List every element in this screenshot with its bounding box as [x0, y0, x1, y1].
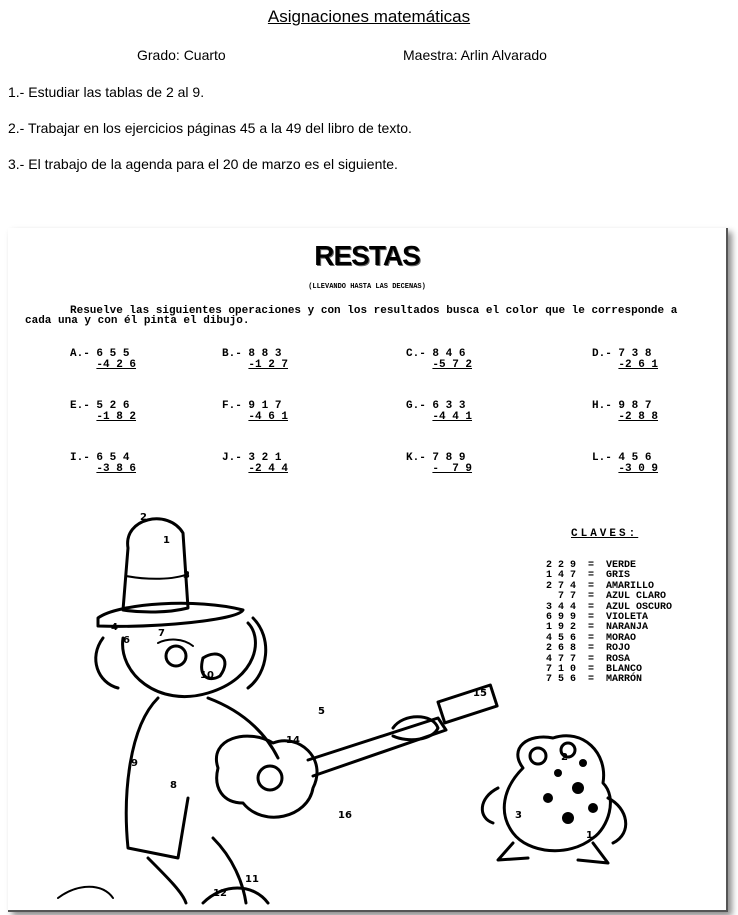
- op-label: I.-: [70, 452, 90, 464]
- key-row: 1 4 7 = GRIS: [546, 570, 631, 582]
- drawing-number: 6: [123, 635, 130, 646]
- op-bottom: -1 8 2: [96, 411, 137, 423]
- worksheet-image: [8, 228, 728, 912]
- head-icon: [123, 623, 256, 697]
- drawing-number: 7: [158, 628, 165, 639]
- op-top: 7 8 9: [432, 452, 466, 464]
- op-label: B.-: [222, 348, 242, 360]
- page-title: Asignaciones matemáticas: [267, 7, 471, 26]
- op-label: E.-: [70, 400, 90, 412]
- drawing-number: 3: [183, 570, 190, 581]
- key-row: 7 7 = AZUL CLARO: [546, 591, 667, 603]
- op-bottom: -2 8 8: [618, 411, 659, 423]
- keys-title: CLAVES:: [571, 528, 639, 540]
- worksheet-subtitle: (LLEVANDO HASTA LAS DECENAS): [308, 283, 426, 291]
- key-row: 3 4 4 = AZUL OSCURO: [546, 601, 673, 613]
- task-2: 2.- Trabajar en los ejercicios páginas 45 a la 49 del libro de texto.: [8, 120, 412, 136]
- operation-j: [222, 453, 288, 475]
- op-label: J.-: [222, 452, 242, 464]
- operation-i: [70, 453, 136, 475]
- op-top: 9 1 7: [248, 400, 282, 412]
- op-label: G.-: [406, 400, 426, 412]
- operation-b: [222, 349, 288, 371]
- op-bottom: -5 7 2: [432, 359, 473, 371]
- op-bottom: - 7 9: [432, 463, 473, 475]
- operation-k: [406, 453, 472, 475]
- op-label: H.-: [592, 400, 612, 412]
- drawing-number: 15: [473, 688, 487, 699]
- op-label: L.-: [592, 452, 612, 464]
- body-icon: [126, 698, 188, 858]
- key-row: 2 2 9 = VERDE: [546, 560, 637, 571]
- op-top: 8 4 6: [432, 348, 466, 360]
- op-bottom: -2 4 4: [248, 463, 289, 475]
- teacher-label: Maestra: Arlin Alvarado: [403, 47, 547, 63]
- op-top: 8 8 3: [248, 348, 282, 360]
- op-bottom: -4 6 1: [248, 411, 289, 423]
- operation-e: [70, 401, 136, 423]
- op-top: 3 2 1: [248, 452, 282, 464]
- op-label: A.-: [70, 348, 90, 360]
- op-top: 4 5 6: [618, 452, 652, 464]
- op-label: K.-: [406, 452, 426, 464]
- operation-f: [222, 401, 288, 423]
- op-bottom: -3 8 6: [96, 463, 137, 475]
- drawing-number: 3: [515, 810, 522, 821]
- op-top: 5 2 6: [96, 400, 130, 412]
- drawing-number: 10: [200, 670, 214, 681]
- op-label: F.-: [222, 400, 242, 412]
- operation-a: [70, 349, 136, 371]
- key-row: 4 7 7 = ROSA: [546, 653, 631, 665]
- key-row: 2 6 8 = ROJO: [546, 643, 631, 655]
- drawing-number: 5: [318, 706, 325, 717]
- op-top: 6 5 5: [96, 348, 130, 360]
- op-top: 6 5 4: [96, 452, 130, 464]
- drawing-number: 8: [170, 780, 177, 791]
- operation-l: [592, 453, 658, 475]
- key-row: 7 1 0 = BLANCO: [546, 664, 643, 676]
- keys-list: [546, 561, 672, 686]
- task-1: 1.- Estudiar las tablas de 2 al 9.: [8, 84, 205, 100]
- op-top: 7 3 8: [618, 348, 652, 360]
- key-row: 4 5 6 = MORAO: [546, 632, 637, 644]
- op-bottom: -2 6 1: [618, 359, 659, 371]
- drawing-number: 16: [338, 810, 352, 821]
- drawing-number: 9: [131, 758, 138, 769]
- drawing-number: 11: [245, 874, 259, 885]
- drawing-number: 14: [286, 735, 300, 746]
- op-bottom: -1 2 7: [248, 359, 289, 371]
- operation-c: [406, 349, 472, 371]
- grade-label: Grado: Cuarto: [137, 47, 226, 63]
- operation-d: [592, 349, 658, 371]
- operation-h: [592, 401, 658, 423]
- op-bottom: -4 2 6: [96, 359, 137, 371]
- op-bottom: -3 0 9: [618, 463, 659, 475]
- key-row: 1 9 2 = NARANJA: [546, 622, 649, 634]
- op-top: 6 3 3: [432, 400, 466, 412]
- key-row: 2 7 4 = AMARILLO: [546, 580, 655, 592]
- worksheet-title: RESTAS: [314, 240, 420, 271]
- task-3: 3.- El trabajo de la agenda para el 20 de marzo es el siguiente.: [8, 156, 398, 172]
- op-top: 9 8 7: [618, 400, 652, 412]
- op-label: D.-: [592, 348, 612, 360]
- drawing-number: 1: [586, 830, 593, 841]
- guitar-icon: [216, 736, 317, 817]
- worksheet-instructions: Resuelve las siguientes operaciones y con los resultados busca el color que le corresponde a cada una y con él pinta el dibujo.: [25, 305, 678, 327]
- drawing-number: 12: [213, 888, 227, 899]
- drawing-number: 1: [163, 535, 170, 546]
- frog-icon: [504, 736, 610, 851]
- drawing-number: 2: [140, 512, 147, 523]
- hat-icon: [123, 519, 188, 612]
- key-row: 7 5 6 = MARRÓN: [546, 674, 643, 686]
- operation-g: [406, 401, 472, 423]
- op-label: C.-: [406, 348, 426, 360]
- key-row: 6 9 9 = VIOLETA: [546, 612, 649, 624]
- op-bottom: -4 4 1: [432, 411, 473, 423]
- drawing-number: 2: [561, 752, 568, 763]
- drawing-number: 4: [111, 622, 118, 633]
